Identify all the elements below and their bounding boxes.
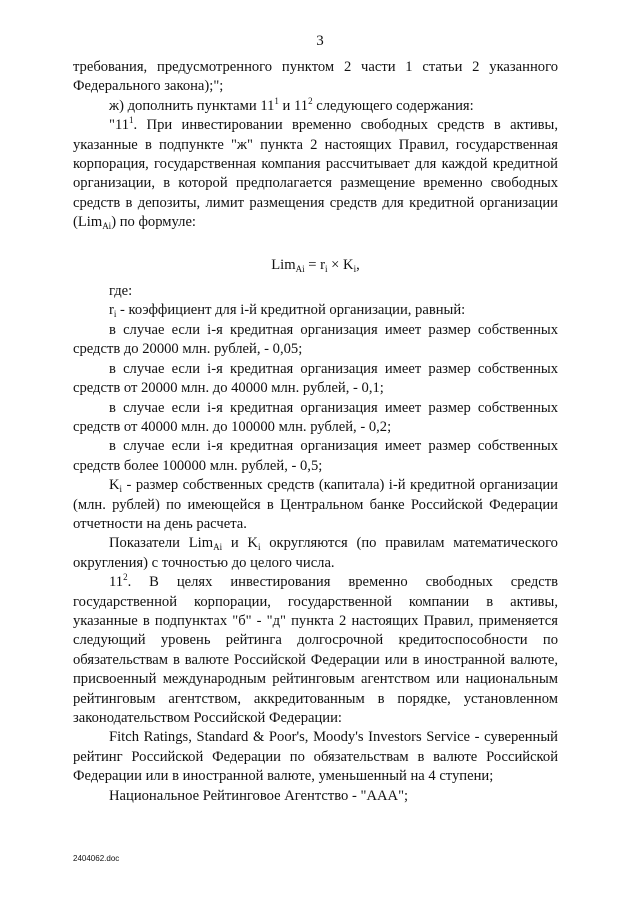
text-run: 11	[109, 574, 124, 591]
text-run: Lim	[271, 256, 296, 273]
paragraph-11-1	[73, 116, 558, 232]
superscript: 1	[129, 115, 134, 126]
text-run: ) по формуле:	[111, 214, 196, 231]
text-run: . При инвестировании временно свободных средств в активы, указанные в подпункте "ж" пункта 2 настоящих Правил, государственная корпорация, государственная компания рассчитывает для каждой кредитной организации, в которой предполагается размещение временно свободных средств в депозиты, лимит размещения средств для кредитной организации (Lim	[73, 117, 558, 231]
text-run: Показатели Lim	[109, 535, 214, 552]
formula	[73, 256, 558, 275]
text-run: × K	[327, 256, 354, 273]
paragraph-case-3: в случае если i-я кредитная организация имеет размер собственных средств от 40000 млн. до 100000 млн. рублей, - 0,2;	[73, 399, 558, 435]
footer-filename: 2404062.doc	[73, 854, 120, 863]
text-run: и 11	[278, 97, 309, 114]
subscript: Ai	[213, 542, 223, 553]
superscript: 2	[123, 572, 128, 583]
paragraph-case-4: в случае если i-я кредитная организация имеет размер собственных средств более 100000 млн. рублей, - 0,5;	[73, 438, 558, 474]
text-run: "11	[109, 117, 130, 134]
text-run: - коэффициент для i-й кредитной организации, равный:	[116, 302, 466, 319]
paragraph-ri-definition	[73, 301, 558, 320]
text-run: требования, предусмотренного пунктом 2 части 1 статьи 2 указанного Федерального закона);";	[73, 59, 558, 95]
paragraph-intro	[73, 58, 558, 97]
paragraph-case-1: в случае если i-я кредитная организация имеет размер собственных средств до 20000 млн. рублей, - 0,05;	[73, 321, 558, 358]
paragraph-ki-definition	[73, 476, 558, 534]
paragraph-agencies: Fitch Ratings, Standard & Poor's, Moody's Investors Service - суверенный рейтинг Российской Федерации по обязательствам в валюте Российской Федерации или в иностранной валюте, уменьшенный на 4 ступени;	[73, 729, 558, 785]
paragraph-11-2	[73, 573, 558, 728]
subscript: Ai	[102, 221, 112, 232]
text-run: округляются (по правилам математического округления) с точностью до целого числа.	[73, 535, 558, 571]
superscript: 1	[274, 95, 279, 106]
text-run: ,	[356, 256, 360, 273]
paragraph-nra: Национальное Рейтинговое Агентство - "AAA";	[109, 787, 409, 804]
text-run: r	[109, 302, 114, 319]
subscript: i	[119, 484, 123, 495]
document-body	[73, 58, 558, 806]
paragraph-where	[73, 282, 558, 301]
text-run: K	[109, 477, 120, 494]
paragraph-case-2: в случае если i-я кредитная организация имеет размер собственных средств от 20000 млн. до 40000 млн. рублей, - 0,1;	[73, 360, 558, 397]
subscript: Ai	[295, 263, 305, 274]
subscript: i	[257, 542, 261, 553]
subscript: i	[353, 263, 357, 274]
text-run: = r	[304, 256, 325, 273]
text-run: и K	[222, 535, 258, 552]
subscript: i	[113, 309, 117, 320]
text-run: следующего содержания:	[312, 97, 474, 114]
subscript: i	[324, 263, 328, 274]
text-run: ж) дополнить пунктами 11	[109, 97, 275, 114]
text-run: где:	[109, 283, 133, 300]
paragraph-amend	[73, 97, 558, 116]
paragraph-rounding	[73, 534, 558, 573]
superscript: 2	[308, 95, 313, 106]
text-run: - размер собственных средств (капитала) i-й кредитной организации (млн. рублей) по имеющейся в Центральном банке Российской Федерации отчетности на день расчета.	[73, 477, 558, 532]
text-run: . В целях инвестирования временно свободных средств государственной корпорации, государственной компании в активы, указанные в подпунктах "б" - "д" пункта 2 настоящих Правил, применяется следующий уровень рейтинга долгосрочной кредитоспособности по обязательствам в валюте Российской Федерации или в иностранной валюте, присвоенный международным рейтинговым агентством или национальным рейтинговым агентством, аккредитованным в порядке, установленном законодательством Российской Федерации:	[73, 574, 558, 726]
page-number: 3	[316, 33, 324, 49]
